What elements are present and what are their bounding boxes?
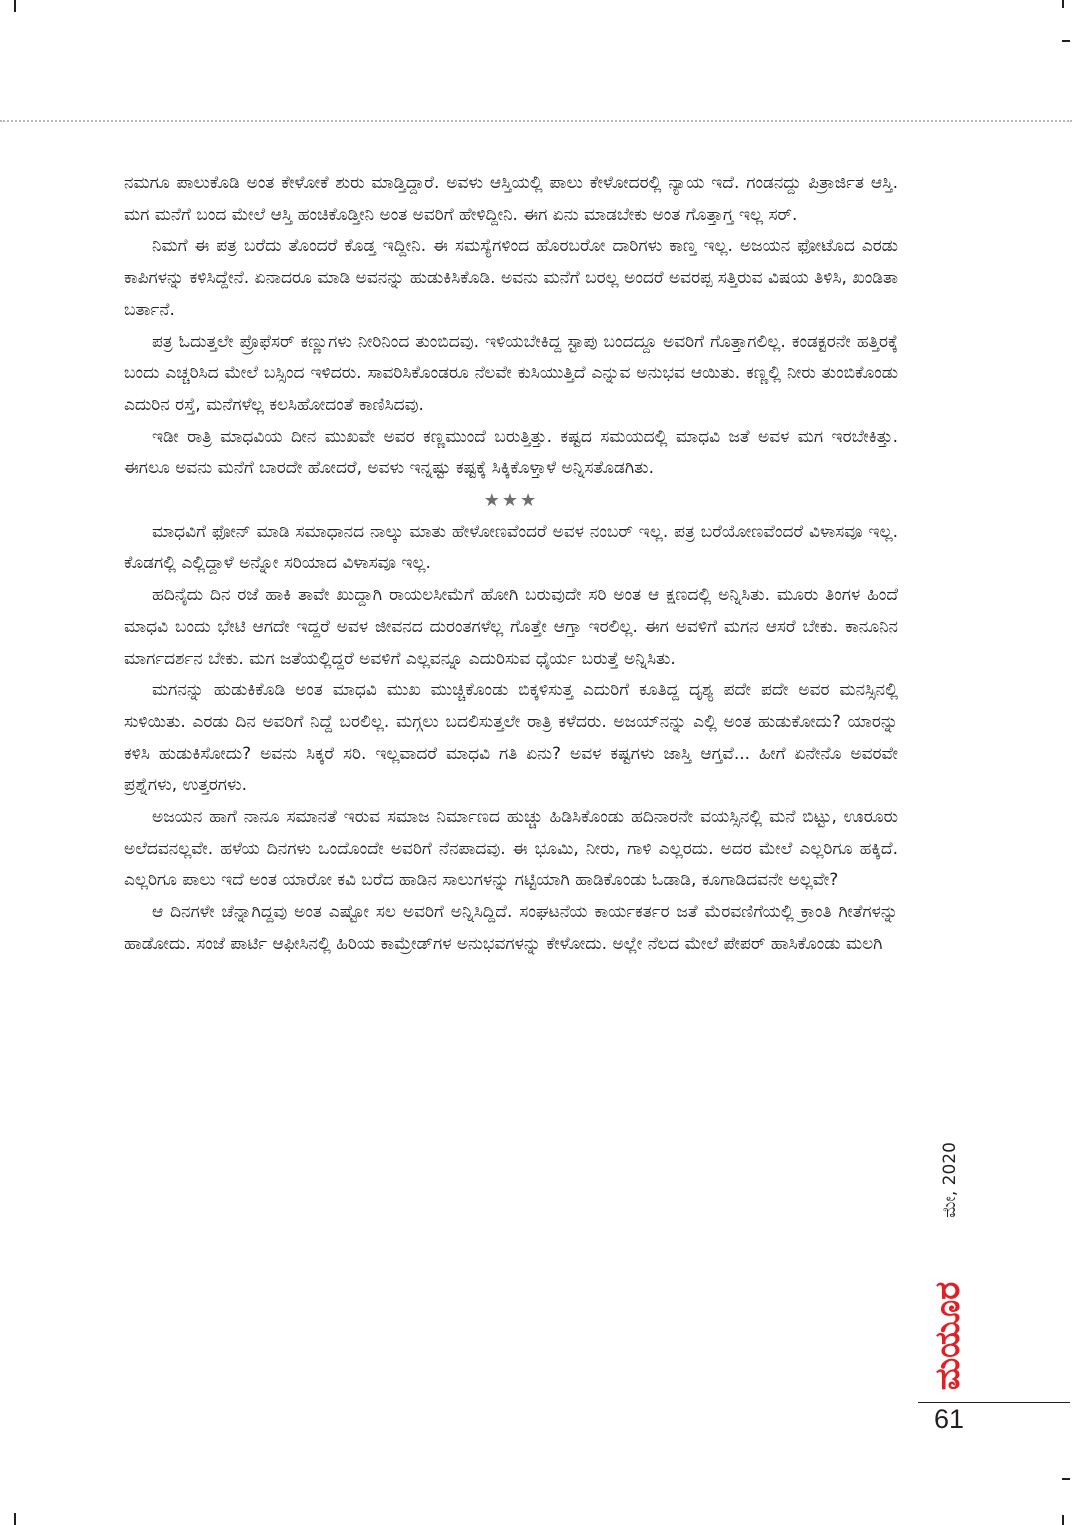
magazine-logo-vertical	[926, 1270, 970, 1402]
paragraph: ಇಡೀ ರಾತ್ರಿ ಮಾಧವಿಯ ದೀನ ಮುಖವೇ ಅವರ ಕಣ್ಣಮುಂದೆ ಬರುತ್ತಿತ್ತು. ಕಷ್ಟದ ಸಮಯದಲ್ಲಿ ಮಾಧವಿ ಜತೆ ಅವಳ ಮಗ ಇರಬೇಕಿತ್ತು. ಈಗಲೂ ಅವನು ಮನೆಗೆ ಬಾರದೇ ಹೋದರೆ, ಅವಳು ಇನ್ನಷ್ಟು ಕಷ್ಟಕ್ಕೆ ಸಿಕ್ಕಿಕೊಳ್ತಾಳೆ ಅನ್ನಿಸತೊಡಗಿತು.	[124, 426, 898, 479]
crop-mark-top-right	[1062, 0, 1064, 8]
paragraph: ನಿಮಗೆ ಈ ಪತ್ರ ಬರೆದು ತೊಂದರೆ ಕೊಡ್ತ ಇದ್ದೀನಿ. ಈ ಸಮಸ್ಯೆಗಳಿಂದ ಹೊರಬರೋ ದಾರಿಗಳು ಕಾಣ್ತ ಇಲ್ಲ. ಅಜಯನ ಫೋಟೊದ ಎರಡು ಕಾಪಿಗಳನ್ನು ಕಳಿಸಿದ್ದೇನೆ. ಏನಾದರೂ ಮಾಡಿ ಅವನನ್ನು ಹುಡುಕಿಸಿಕೊಡಿ. ಅವನು ಮನೆಗೆ ಬರಲ್ಲ ಅಂದರೆ ಅವರಪ್ಪ ಸತ್ತಿರುವ ವಿಷಯ ತಿಳಿಸಿ, ಖಂಡಿತಾ ಬರ್ತಾನೆ.	[124, 236, 898, 320]
paragraph: ಹದಿನೈದು ದಿನ ರಜೆ ಹಾಕಿ ತಾವೇ ಖುದ್ದಾಗಿ ರಾಯಲಸೀಮೆಗೆ ಹೋಗಿ ಬರುವುದೇ ಸರಿ ಅಂತ ಆ ಕ್ಷಣದಲ್ಲಿ ಅನ್ನಿಸಿತು. ಮೂರು ತಿಂಗಳ ಹಿಂದೆ ಮಾಧವಿ ಬಂದು ಭೇಟಿ ಆಗದೇ ಇದ್ದರೆ ಅವಳ ಜೀವನದ ದುರಂತಗಳೆಲ್ಲ ಗೊತ್ತೇ ಆಗ್ತಾ ಇರಲಿಲ್ಲ. ಈಗ ಅವಳಿಗೆ ಮಗನ ಆಸರೆ ಬೇಕು. ಕಾನೂನಿನ ಮಾರ್ಗದರ್ಶನ ಬೇಕು. ಮಗ ಜತೆಯಲ್ಲಿದ್ದರೆ ಅವಳಿಗೆ ಎಲ್ಲವನ್ನೂ ಎದುರಿಸುವ ಧೈರ್ಯ ಬರುತ್ತೆ ಅನ್ನಿಸಿತು.	[124, 585, 898, 669]
article-body	[124, 168, 898, 961]
crop-mark-top-left	[14, 0, 16, 12]
issue-date: ಮೇ, 2020	[940, 1142, 960, 1218]
issue-date-vertical	[930, 1120, 970, 1240]
section-break-stars: ★★★	[483, 490, 539, 512]
crop-mark-right-upper	[1062, 40, 1070, 42]
magazine-logo: ಮಯೂರ	[928, 1281, 968, 1391]
page-number: 61	[934, 1404, 965, 1434]
paragraph: ಆ ದಿನಗಳೇ ಚೆನ್ನಾಗಿದ್ದವು ಅಂತ ಎಷ್ಟೋ ಸಲ ಅವರಿಗೆ ಅನ್ನಿಸಿದ್ದಿದೆ. ಸಂಘಟನೆಯ ಕಾರ್ಯಕರ್ತರ ಜತೆ ಮೆರವಣಿಗೆಯಲ್ಲಿ ಕ್ರಾಂತಿ ಗೀತೆಗಳನ್ನು ಹಾಡೋದು. ಸಂಜೆ ಪಾರ್ಟಿ ಆಫೀಸಿನಲ್ಲಿ ಹಿರಿಯ ಕಾಮ್ರೇಡ್‌ಗಳ ಅನುಭವಗಳನ್ನು ಕೇಳೋದು. ಅಲ್ಲೇ ನೆಲದ ಮೇಲೆ ಪೇಪರ್ ಹಾಸಿಕೊಂಡು ಮಲಗಿ	[124, 902, 898, 954]
page-number-rule	[918, 1402, 1070, 1403]
paragraph: ಪತ್ರ ಓದುತ್ತಲೇ ಪ್ರೊಫೆಸರ್ ಕಣ್ಣುಗಳು ನೀರಿನಿಂದ ತುಂಬಿದವು. ಇಳಿಯಬೇಕಿದ್ದ ಸ್ಟಾಪು ಬಂದದ್ದೂ ಅವರಿಗೆ ಗೊತ್ತಾಗಲಿಲ್ಲ. ಕಂಡಕ್ಟರನೇ ಹತ್ತಿರಕ್ಕೆ ಬಂದು ಎಚ್ಚರಿಸಿದ ಮೇಲೆ ಬಸ್ಸಿಂದ ಇಳಿದರು. ಸಾವರಿಸಿಕೊಂಡರೂ ನೆಲವೇ ಕುಸಿಯುತ್ತಿದೆ ಎನ್ನುವ ಅನುಭವ ಆಯಿತು. ಕಣ್ಣಲ್ಲಿ ನೀರು ತುಂಬಿಕೊಂಡು ಎದುರಿನ ರಸ್ತೆ, ಮನೆಗಳೆಲ್ಲ ಕಲಸಿಹೋದಂತೆ ಕಾಣಿಸಿದವು.	[124, 331, 898, 415]
crop-mark-bottom-right	[1062, 1515, 1064, 1525]
header-dotted-rule	[0, 120, 1072, 122]
crop-mark-right-lower	[1062, 1478, 1070, 1480]
paragraph: ನಮಗೂ ಪಾಲುಕೊಡಿ ಅಂತ ಕೇಳೋಕೆ ಶುರು ಮಾಡ್ತಿದ್ದಾರೆ. ಅವಳು ಆಸ್ತಿಯಲ್ಲಿ ಪಾಲು ಕೇಳೋದರಲ್ಲಿ ನ್ಯಾಯ ಇದೆ. ಗಂಡನದ್ದು ಪಿತ್ರಾರ್ಜಿತ ಆಸ್ತಿ. ಮಗ ಮನೆಗೆ ಬಂದ ಮೇಲೆ ಆಸ್ತಿ ಹಂಚಿಕೊಡ್ತೀನಿ ಅಂತ ಅವರಿಗೆ ಹೇಳಿದ್ದೀನಿ. ಈಗ ಏನು ಮಾಡಬೇಕು ಅಂತ ಗೊತ್ತಾಗ್ತ ಇಲ್ಲ ಸರ್.	[124, 173, 898, 225]
crop-mark-bottom-left	[14, 1513, 16, 1525]
paragraph: ಮಗನನ್ನು ಹುಡುಕಿಕೊಡಿ ಅಂತ ಮಾಧವಿ ಮುಖ ಮುಚ್ಚಿಕೊಂಡು ಬಿಕ್ಕಳಿಸುತ್ತ ಎದುರಿಗೆ ಕೂತಿದ್ದ ದೃಶ್ಯ ಪದೇ ಪದೇ ಅವರ ಮನಸ್ಸಿನಲ್ಲಿ ಸುಳಿಯಿತು. ಎರಡು ದಿನ ಅವರಿಗೆ ನಿದ್ದೆ ಬರಲಿಲ್ಲ. ಮಗ್ಗಲು ಬದಲಿಸುತ್ತಲೇ ರಾತ್ರಿ ಕಳೆದರು. ಅಜಯ್‌ನನ್ನು ಎಲ್ಲಿ ಅಂತ ಹುಡುಕೋದು? ಯಾರನ್ನು ಕಳಿಸಿ ಹುಡುಕಿಸೋದು? ಅವನು ಸಿಕ್ಕರೆ ಸರಿ. ಇಲ್ಲವಾದರೆ ಮಾಧವಿ ಗತಿ ಏನು? ಅವಳ ಕಷ್ಟಗಳು ಜಾಸ್ತಿ ಆಗ್ತವೆ... ಹೀಗೆ ಏನೇನೊ ಅವರವೇ ಪ್ರಶ್ನೆಗಳು, ಉತ್ತರಗಳು.	[124, 680, 898, 796]
paragraph: ಮಾಧವಿಗೆ ಫೋನ್ ಮಾಡಿ ಸಮಾಧಾನದ ನಾಲ್ಕು ಮಾತು ಹೇಳೋಣವೆಂದರೆ ಅವಳ ನಂಬರ್ ಇಲ್ಲ. ಪತ್ರ ಬರೆಯೋಣವೆಂದರೆ ವಿಳಾಸವೂ ಇಲ್ಲ. ಕೊಡಗಲ್ಲಿ ಎಲ್ಲಿದ್ದಾಳೆ ಅನ್ನೋ ಸರಿಯಾದ ವಿಳಾಸವೂ ಇಲ್ಲ.	[124, 521, 898, 574]
paragraph: ಅಜಯನ ಹಾಗೆ ನಾನೂ ಸಮಾನತೆ ಇರುವ ಸಮಾಜ ನಿರ್ಮಾಣದ ಹುಚ್ಚು ಹಿಡಿಸಿಕೊಂಡು ಹದಿನಾರನೇ ವಯಸ್ಸಿನಲ್ಲಿ ಮನೆ ಬಿಟ್ಟು, ಊರೂರು ಅಲೆದವನಲ್ಲವೇ. ಹಳೆಯ ದಿನಗಳು ಒಂದೊಂದೇ ಅವರಿಗೆ ನೆನಪಾದವು. ಈ ಭೂಮಿ, ನೀರು, ಗಾಳಿ ಎಲ್ಲರದು. ಅದರ ಮೇಲೆ ಎಲ್ಲರಿಗೂ ಹಕ್ಕಿದೆ. ಎಲ್ಲರಿಗೂ ಪಾಲು ಇದೆ ಅಂತ ಯಾರೋ ಕವಿ ಬರೆದ ಹಾಡಿನ ಸಾಲುಗಳನ್ನು ಗಟ್ಟಿಯಾಗಿ ಹಾಡಿಕೊಂಡು ಓಡಾಡಿ, ಕೂಗಾಡಿದವನೇ ಅಲ್ಲವೇ?	[124, 807, 898, 891]
